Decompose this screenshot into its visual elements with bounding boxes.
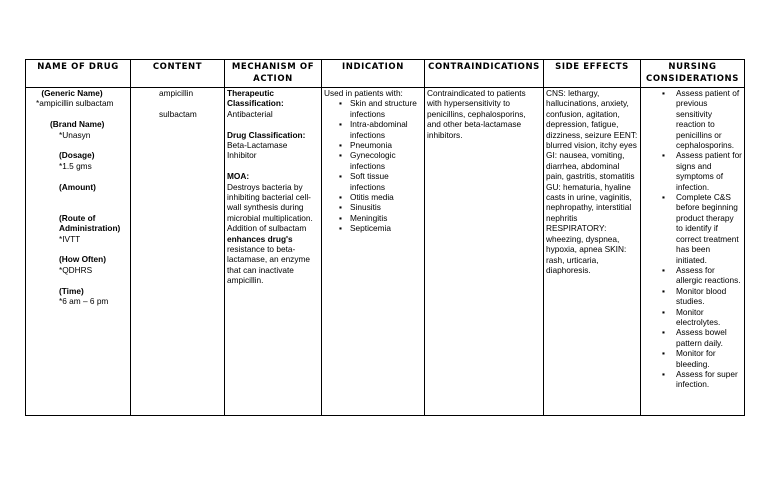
dosage-label: (Dosage): [59, 150, 95, 161]
generic-name-label: (Generic Name): [41, 88, 103, 98]
list-item: ▪ Sinusitis: [339, 202, 381, 213]
list-item: ▪ Pneumonia: [339, 140, 392, 151]
bullet-icon: ▪: [662, 327, 665, 338]
header-content: CONTENT: [131, 60, 225, 88]
moa-text: Destroys bacteria by inhibiting bacterial cell-wall synthesis during microbial multiplication. Addition of sulbactam enhances drug's resistance to beta-lactamase, an enzyme that can inactivate ampicillin.: [227, 181, 313, 286]
route-value: *IVTT: [59, 233, 81, 244]
route-label: (Route of Administration): [59, 212, 121, 234]
content-item: sulbactam: [159, 108, 197, 119]
contraindications-text: Contraindicated to patients with hypersensitivity to penicillins, cephalosporins, and other beta-lactamase inhibitors.: [427, 88, 526, 140]
cell-side-effects: [544, 88, 641, 416]
list-item: ▪ Soft tissue infections: [339, 171, 389, 192]
moa-label: MOA:: [227, 171, 250, 182]
time-value: *6 am – 6 pm: [59, 296, 109, 307]
generic-name-value: *ampicillin sulbactam: [36, 98, 114, 109]
side-effects-text: CNS: lethargy, hallucinations, anxiety, confusion, agitation, depression, fatigue, dizziness, seizure EENT: blurred vision, itchy eyes GI: nausea, vomiting, diarrhea, abdominal pain, gastritis, stomatitis GU: hematuria, hyaline casts in urine, vaginitis, nephropathy, interstitial nephritis RESPIRATORY: wheezing, dyspnea, hypoxia, apnea SKIN: rash, urticaria, diaphoresis.: [546, 88, 638, 275]
list-item: ▪ Septicemia: [339, 223, 392, 234]
cell-mechanism: [225, 88, 322, 416]
moa-bold-text: enhances drug's: [227, 233, 293, 244]
bullet-icon: ▪: [662, 150, 665, 161]
bullet-icon: ▪: [662, 264, 665, 275]
amount-label: (Amount): [59, 181, 96, 192]
drug-class-label: Drug Classification:: [227, 129, 306, 140]
header-row: [26, 60, 745, 88]
bullet-icon: ▪: [662, 192, 665, 203]
list-item: ▪ Skin and structure infections: [339, 98, 417, 119]
list-item: ▪ Assess for super infection.: [662, 368, 738, 390]
list-item: ▪ Assess bowel pattern daily.: [662, 327, 727, 348]
cell-indication: [322, 88, 425, 416]
drug-study-table: [25, 59, 745, 416]
drug-class-value: Beta-Lactamase Inhibitor: [227, 140, 288, 161]
list-item: ▪ Gynecologic infections: [339, 150, 396, 171]
brand-name-value: *Unasyn: [59, 129, 91, 140]
bullet-icon: ▪: [662, 285, 665, 296]
bullet-icon: ▪: [662, 306, 665, 317]
list-item: ▪ Assess patient for signs and symptoms of infection.: [662, 150, 742, 192]
bullet-icon: ▪: [662, 88, 665, 98]
header-name-of-drug: NAME OF DRUG: [26, 60, 131, 88]
indication-intro: Used in patients with:: [324, 88, 403, 98]
bullet-icon: ▪: [339, 140, 342, 151]
cell-contraindications: [425, 88, 544, 416]
therapeutic-class-label: Therapeutic Classification:: [227, 88, 284, 109]
bullet-icon: ▪: [339, 119, 342, 130]
list-item: ▪ Monitor for bleeding.: [662, 348, 716, 369]
list-item: ▪ Assess patient of previous sensitivity reaction to penicillins or cephalosporins.: [662, 88, 740, 151]
header-side-effects: SIDE EFFECTS: [544, 60, 641, 88]
how-often-value: *QDHRS: [59, 264, 93, 275]
list-item: ▪ Meningitis: [339, 212, 388, 223]
how-often-label: (How Often): [59, 254, 107, 265]
list-item: ▪ Intra-abdominal infections: [339, 119, 408, 140]
list-item: ▪ Assess for allergic reactions.: [662, 264, 741, 286]
header-nursing-considerations: NURSING CONSIDERATIONS: [641, 60, 745, 88]
brand-name-label: (Brand Name): [50, 119, 105, 130]
therapeutic-class-value: Antibacterial: [227, 108, 273, 119]
bullet-icon: ▪: [662, 368, 665, 379]
bullet-icon: ▪: [339, 171, 342, 182]
bullet-icon: ▪: [662, 348, 665, 359]
cell-name-of-drug: [26, 88, 131, 416]
header-mechanism: MECHANISM OF ACTION: [225, 60, 322, 88]
content-item: ampicillin: [159, 88, 194, 98]
list-item: ▪ Complete C&S before beginning product therapy to identify if correct treatment has been initiated.: [662, 192, 739, 265]
dosage-value: *1.5 gms: [59, 160, 92, 171]
list-item: ▪ Otitis media: [339, 192, 394, 203]
header-indication: INDICATION: [322, 60, 425, 88]
bullet-icon: ▪: [339, 150, 342, 161]
cell-content: [131, 88, 225, 416]
bullet-icon: ▪: [339, 202, 342, 213]
list-item: ▪ Monitor blood studies.: [662, 285, 727, 307]
cell-nursing-considerations: [641, 88, 745, 416]
nursing-list: [643, 88, 742, 390]
bullet-icon: ▪: [339, 192, 342, 203]
drug-row: [26, 88, 745, 416]
bullet-icon: ▪: [339, 212, 342, 223]
bullet-icon: ▪: [339, 98, 342, 109]
indication-list: [324, 98, 422, 233]
header-contraindications: CONTRAINDICATIONS: [425, 60, 544, 88]
time-label: (Time): [59, 285, 84, 296]
bullet-icon: ▪: [339, 223, 342, 234]
list-item: ▪ Monitor electrolytes.: [662, 306, 721, 327]
